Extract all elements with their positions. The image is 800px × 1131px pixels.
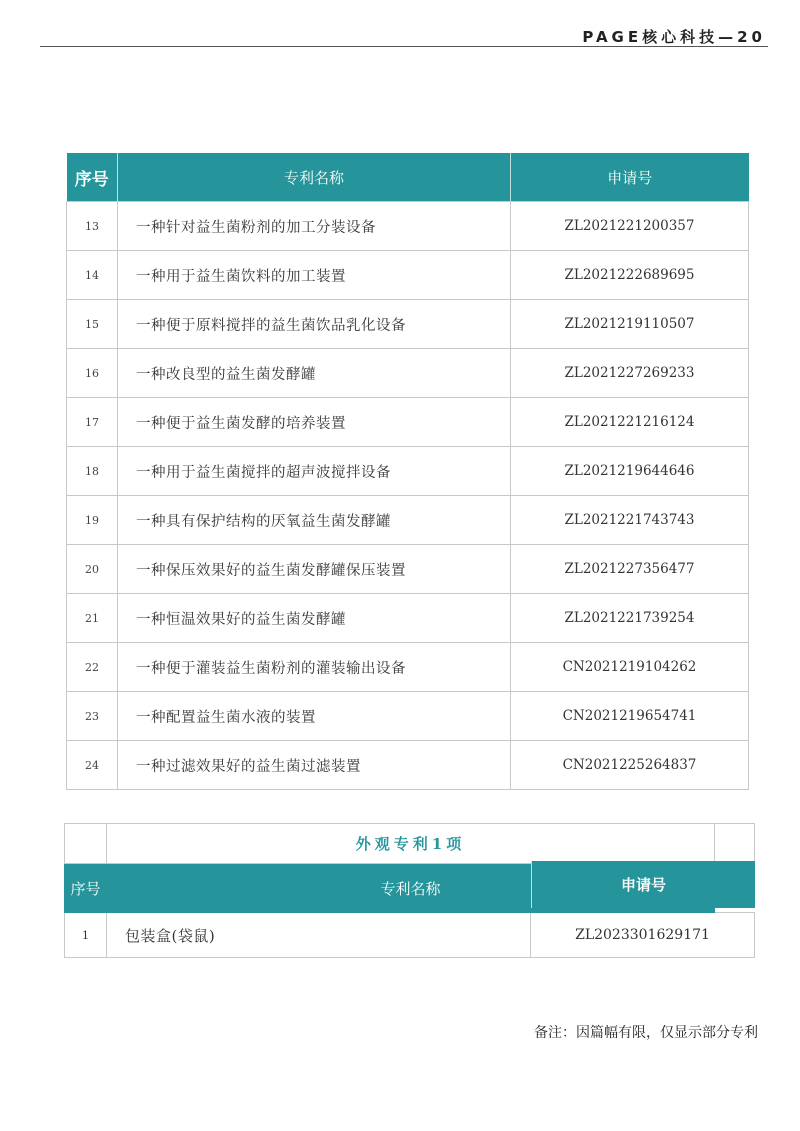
header-index: 序号 <box>67 153 118 202</box>
row-index: 17 <box>67 398 118 447</box>
row-name: 一种过滤效果好的益生菌过滤装置 <box>118 741 511 790</box>
row-index: 14 <box>67 251 118 300</box>
table-row <box>67 398 749 447</box>
table-row <box>67 643 749 692</box>
row-name: 一种针对益生菌粉剂的加工分装设备 <box>118 202 511 251</box>
row-name: 一种用于益生菌搅拌的超声波搅拌设备 <box>118 447 511 496</box>
row-number: ZL2021219644646 <box>511 447 749 496</box>
row-number: CN2021219654741 <box>511 692 749 741</box>
row-number: CN2021225264837 <box>511 741 749 790</box>
table-row <box>67 594 749 643</box>
row-name: 一种便于益生菌发酵的培养装置 <box>118 398 511 447</box>
row-name: 一种保压效果好的益生菌发酵罐保压装置 <box>118 545 511 594</box>
row-index: 19 <box>67 496 118 545</box>
row-index: 20 <box>67 545 118 594</box>
table-row <box>67 447 749 496</box>
row-number: ZL2021222689695 <box>511 251 749 300</box>
row-index: 15 <box>67 300 118 349</box>
row-name: 一种用于益生菌饮料的加工装置 <box>118 251 511 300</box>
row-number: CN2021219104262 <box>511 643 749 692</box>
table-row <box>67 202 749 251</box>
row-number: ZL2021227269233 <box>511 349 749 398</box>
header-number-text: 申请号 <box>620 876 666 894</box>
row-name: 一种改良型的益生菌发酵罐 <box>118 349 511 398</box>
design-table-caption: 外观专利1项 <box>107 824 715 864</box>
row-index: 23 <box>67 692 118 741</box>
row-number: ZL2021221216124 <box>511 398 749 447</box>
row-number: ZL2023301629171 <box>531 913 755 958</box>
row-index: 16 <box>67 349 118 398</box>
row-index: 13 <box>67 202 118 251</box>
table-row <box>67 349 749 398</box>
row-name: 一种便于灌装益生菌粉剂的灌装输出设备 <box>118 643 511 692</box>
table-row <box>67 741 749 790</box>
page-header <box>40 22 768 47</box>
table-header-row <box>67 153 749 202</box>
caption-spacer-left <box>65 824 107 864</box>
header-title: PAGE核心科技—20 <box>582 28 766 46</box>
header-name: 专利名称 <box>118 153 511 202</box>
design-number-header-overlay <box>531 861 755 908</box>
patent-table <box>66 153 749 790</box>
row-index: 1 <box>65 913 107 958</box>
row-name: 一种便于原料搅拌的益生菌饮品乳化设备 <box>118 300 511 349</box>
caption-spacer-right <box>715 824 755 864</box>
table-row <box>67 496 749 545</box>
table-row <box>67 300 749 349</box>
row-name: 一种具有保护结构的厌氧益生菌发酵罐 <box>118 496 511 545</box>
table-row <box>67 545 749 594</box>
row-index: 21 <box>67 594 118 643</box>
header-index: 序号 <box>65 864 107 913</box>
row-number: ZL2021221743743 <box>511 496 749 545</box>
footnote: 备注：因篇幅有限，仅显示部分专利 <box>534 1025 758 1041</box>
row-index: 24 <box>67 741 118 790</box>
row-number: ZL2021221200357 <box>511 202 749 251</box>
table-row <box>67 692 749 741</box>
caption-row <box>65 824 755 864</box>
row-name: 包装盒(袋鼠) <box>107 913 531 958</box>
header-number: 申请号 <box>511 153 749 202</box>
row-number: ZL2021227356477 <box>511 545 749 594</box>
row-name: 一种恒温效果好的益生菌发酵罐 <box>118 594 511 643</box>
row-index: 22 <box>67 643 118 692</box>
row-name: 一种配置益生菌水液的装置 <box>118 692 511 741</box>
table-row <box>67 251 749 300</box>
row-number: ZL2021221739254 <box>511 594 749 643</box>
header-name-text: 专利名称 <box>380 879 441 898</box>
row-number: ZL2021219110507 <box>511 300 749 349</box>
row-index: 18 <box>67 447 118 496</box>
table-row <box>65 913 755 958</box>
